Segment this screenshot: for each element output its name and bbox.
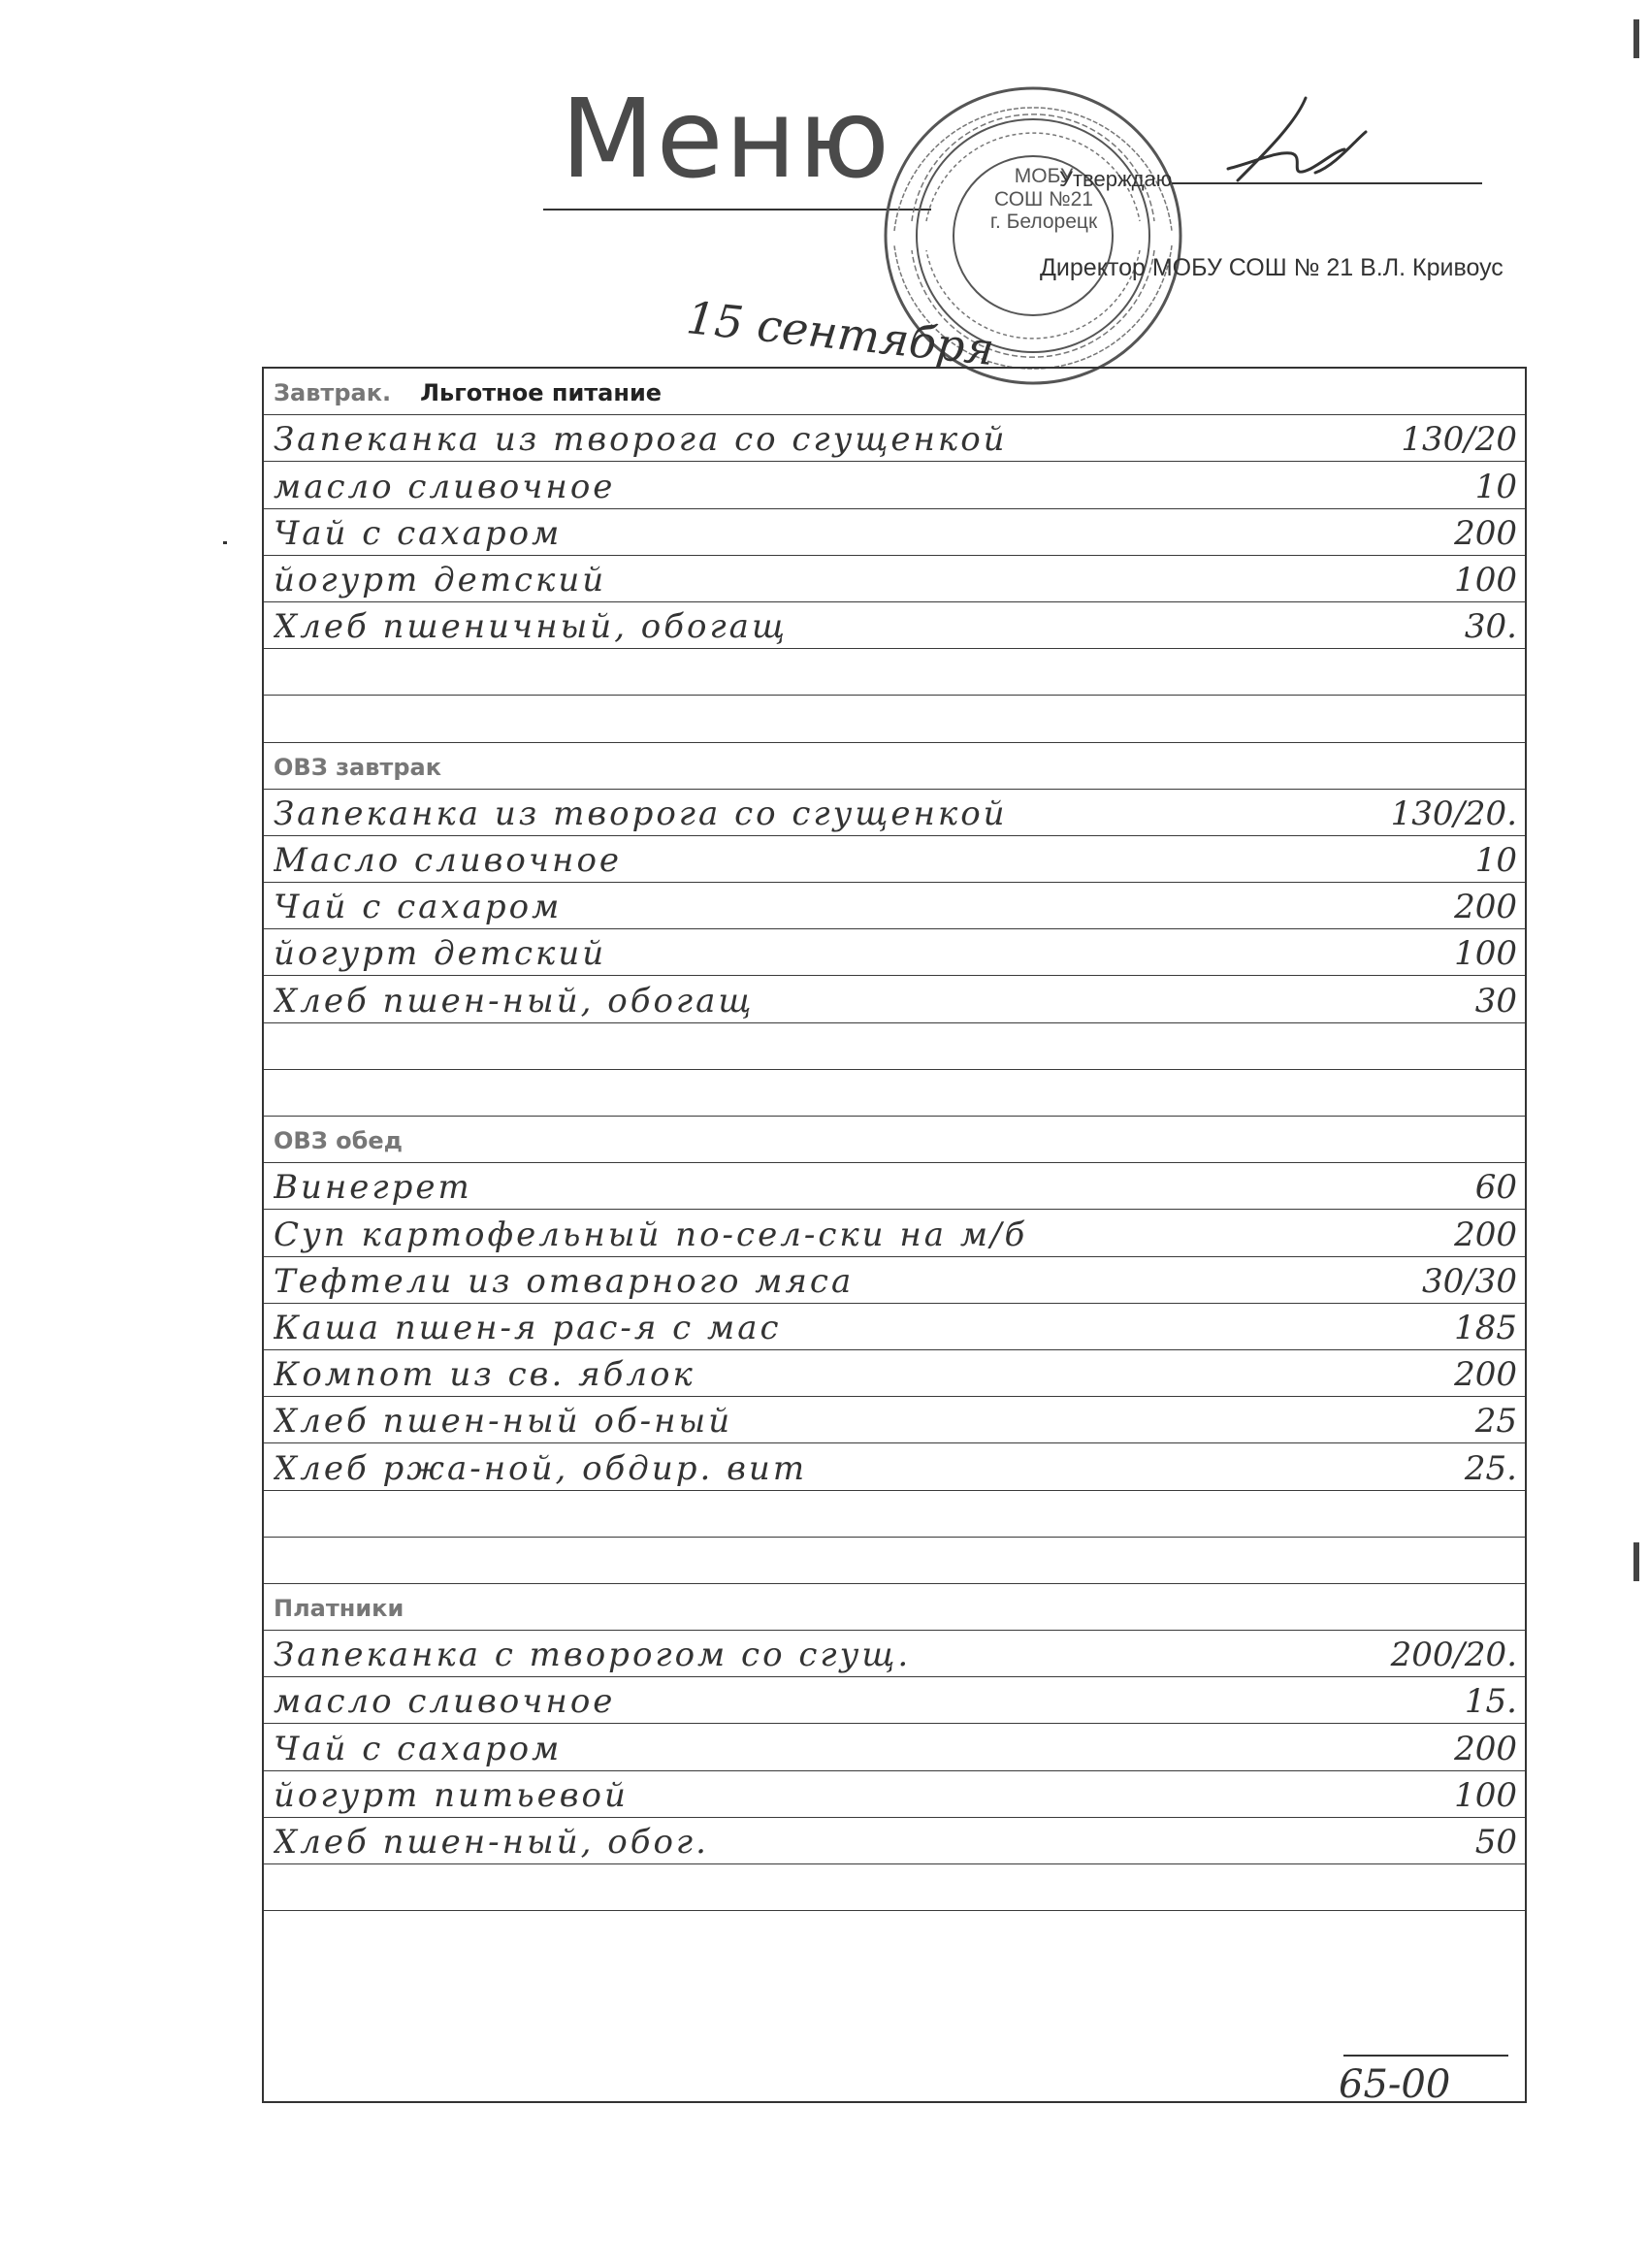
section-title: Платники	[274, 1595, 404, 1623]
menu-item-row	[264, 1771, 1525, 1818]
menu-item-quantity: 200/20.	[1390, 1636, 1517, 1675]
menu-item-name: масло сливочное	[274, 1682, 616, 1722]
menu-item-quantity: 60	[1474, 1168, 1517, 1208]
menu-item-quantity: 100	[1454, 560, 1517, 599]
empty-row	[264, 1864, 1525, 1911]
menu-item-row	[264, 509, 1525, 556]
menu-item-name: Каша пшен-я рас-я с мас	[274, 1308, 782, 1347]
menu-item-row	[264, 1677, 1525, 1724]
menu-item-quantity: 185	[1454, 1308, 1517, 1347]
menu-item-row	[264, 1350, 1525, 1397]
menu-item-row	[264, 556, 1525, 602]
empty-row	[264, 1023, 1525, 1070]
section-title: ОВЗ обед	[274, 1127, 404, 1155]
menu-item-name: Чай с сахаром	[274, 513, 563, 553]
menu-item-name: Масло сливочное	[274, 841, 623, 881]
total-amount: 65-00	[1339, 2062, 1451, 2107]
section-title: ОВЗ завтрак	[274, 753, 442, 781]
menu-item-name: Суп картофельный по-сел-ски на м/б	[274, 1215, 1028, 1254]
menu-item-quantity: 50	[1474, 1823, 1517, 1862]
section-header-row	[264, 369, 1525, 415]
menu-item-name: Хлеб пшен-ный, обогащ	[274, 981, 755, 1021]
total-underline	[1343, 2055, 1508, 2057]
menu-item-name: Хлеб пшен-ный, обог.	[274, 1823, 709, 1862]
menu-item-row	[264, 836, 1525, 883]
menu-item-name: Запеканка из творога со сгущенкой	[274, 794, 1008, 833]
menu-item-quantity: 200	[1454, 888, 1517, 927]
menu-item-quantity: 10	[1474, 467, 1517, 506]
page-title: Меню	[561, 77, 892, 203]
director-line: Директор МОБУ СОШ № 21 В.Л. Кривоус	[1040, 254, 1504, 281]
menu-item-quantity: 30/30	[1422, 1261, 1517, 1301]
section-header-row	[264, 1117, 1525, 1163]
menu-item-name: йогурт питьевой	[274, 1775, 629, 1815]
scan-edge-mark	[1633, 19, 1639, 58]
menu-item-row	[264, 1818, 1525, 1864]
menu-table	[262, 367, 1527, 2103]
menu-item-row	[264, 1631, 1525, 1677]
menu-item-quantity: 25	[1474, 1402, 1517, 1442]
menu-item-quantity: 130/20.	[1390, 794, 1517, 833]
menu-item-quantity: 100	[1454, 934, 1517, 974]
scan-edge-mark	[1633, 1542, 1639, 1581]
menu-item-row	[264, 976, 1525, 1022]
section-header-row	[264, 1584, 1525, 1631]
menu-item-quantity: 100	[1454, 1775, 1517, 1815]
handwritten-date: 15 сентября	[684, 291, 997, 376]
stamp-line-3: г. Белорецк	[989, 211, 1098, 234]
menu-item-quantity: 200	[1454, 1355, 1517, 1395]
menu-item-row	[264, 1210, 1525, 1256]
approve-label: Утверждаю	[1059, 167, 1173, 191]
empty-row	[264, 1538, 1525, 1584]
empty-row	[264, 1911, 1525, 1958]
menu-item-name: масло сливочное	[274, 467, 616, 506]
menu-item-row	[264, 790, 1525, 836]
menu-item-row	[264, 1257, 1525, 1304]
empty-row	[264, 1070, 1525, 1117]
menu-item-row	[264, 415, 1525, 462]
menu-item-row	[264, 1163, 1525, 1210]
menu-item-name: Винегрет	[274, 1168, 472, 1208]
menu-item-row	[264, 1443, 1525, 1490]
section-label	[274, 379, 662, 412]
stamp-line-2: СОШ №21	[993, 187, 1093, 211]
menu-item-row	[264, 1397, 1525, 1443]
menu-item-quantity: 15.	[1464, 1682, 1517, 1722]
director-signature	[1199, 93, 1374, 200]
menu-item-name: Компот из св. яблок	[274, 1355, 695, 1395]
menu-item-name: йогурт детский	[274, 934, 607, 974]
section-header-row	[264, 743, 1525, 790]
menu-item-name: Хлеб пшеничный, обогащ	[274, 607, 788, 647]
menu-item-row	[264, 929, 1525, 976]
menu-item-name: Хлеб ржа-ной, обдир. вит	[274, 1448, 808, 1488]
menu-item-quantity: 200	[1454, 1729, 1517, 1768]
section-subtitle: Льготное питание	[420, 379, 663, 407]
menu-item-quantity: 30	[1474, 981, 1517, 1021]
menu-item-row	[264, 602, 1525, 649]
stamp-line-1: МОБУ	[1014, 165, 1074, 187]
menu-item-quantity: 30.	[1464, 607, 1517, 647]
menu-item-quantity: 25.	[1464, 1448, 1517, 1488]
menu-item-quantity: 200	[1454, 1215, 1517, 1254]
section-title: Завтрак.	[274, 379, 392, 407]
menu-item-row	[264, 1724, 1525, 1770]
menu-item-name: йогурт детский	[274, 560, 607, 599]
menu-item-name: Чай с сахаром	[274, 888, 563, 927]
menu-item-quantity: 10	[1474, 841, 1517, 881]
menu-item-name: Запеканка из творога со сгущенкой	[274, 420, 1008, 460]
menu-item-name: Хлеб пшен-ный об-ный	[274, 1402, 733, 1442]
scan-artifact	[223, 541, 227, 544]
menu-item-quantity: 130/20	[1401, 420, 1517, 460]
menu-item-name: Запеканка с творогом со сгущ.	[274, 1636, 912, 1675]
empty-row	[264, 696, 1525, 742]
menu-item-quantity: 200	[1454, 513, 1517, 553]
menu-item-name: Чай с сахаром	[274, 1729, 563, 1768]
empty-row	[264, 649, 1525, 696]
menu-item-row	[264, 1304, 1525, 1350]
menu-item-name: Тефтели из отварного мяса	[274, 1261, 855, 1301]
menu-item-row	[264, 883, 1525, 929]
menu-item-row	[264, 462, 1525, 508]
empty-row	[264, 1491, 1525, 1538]
